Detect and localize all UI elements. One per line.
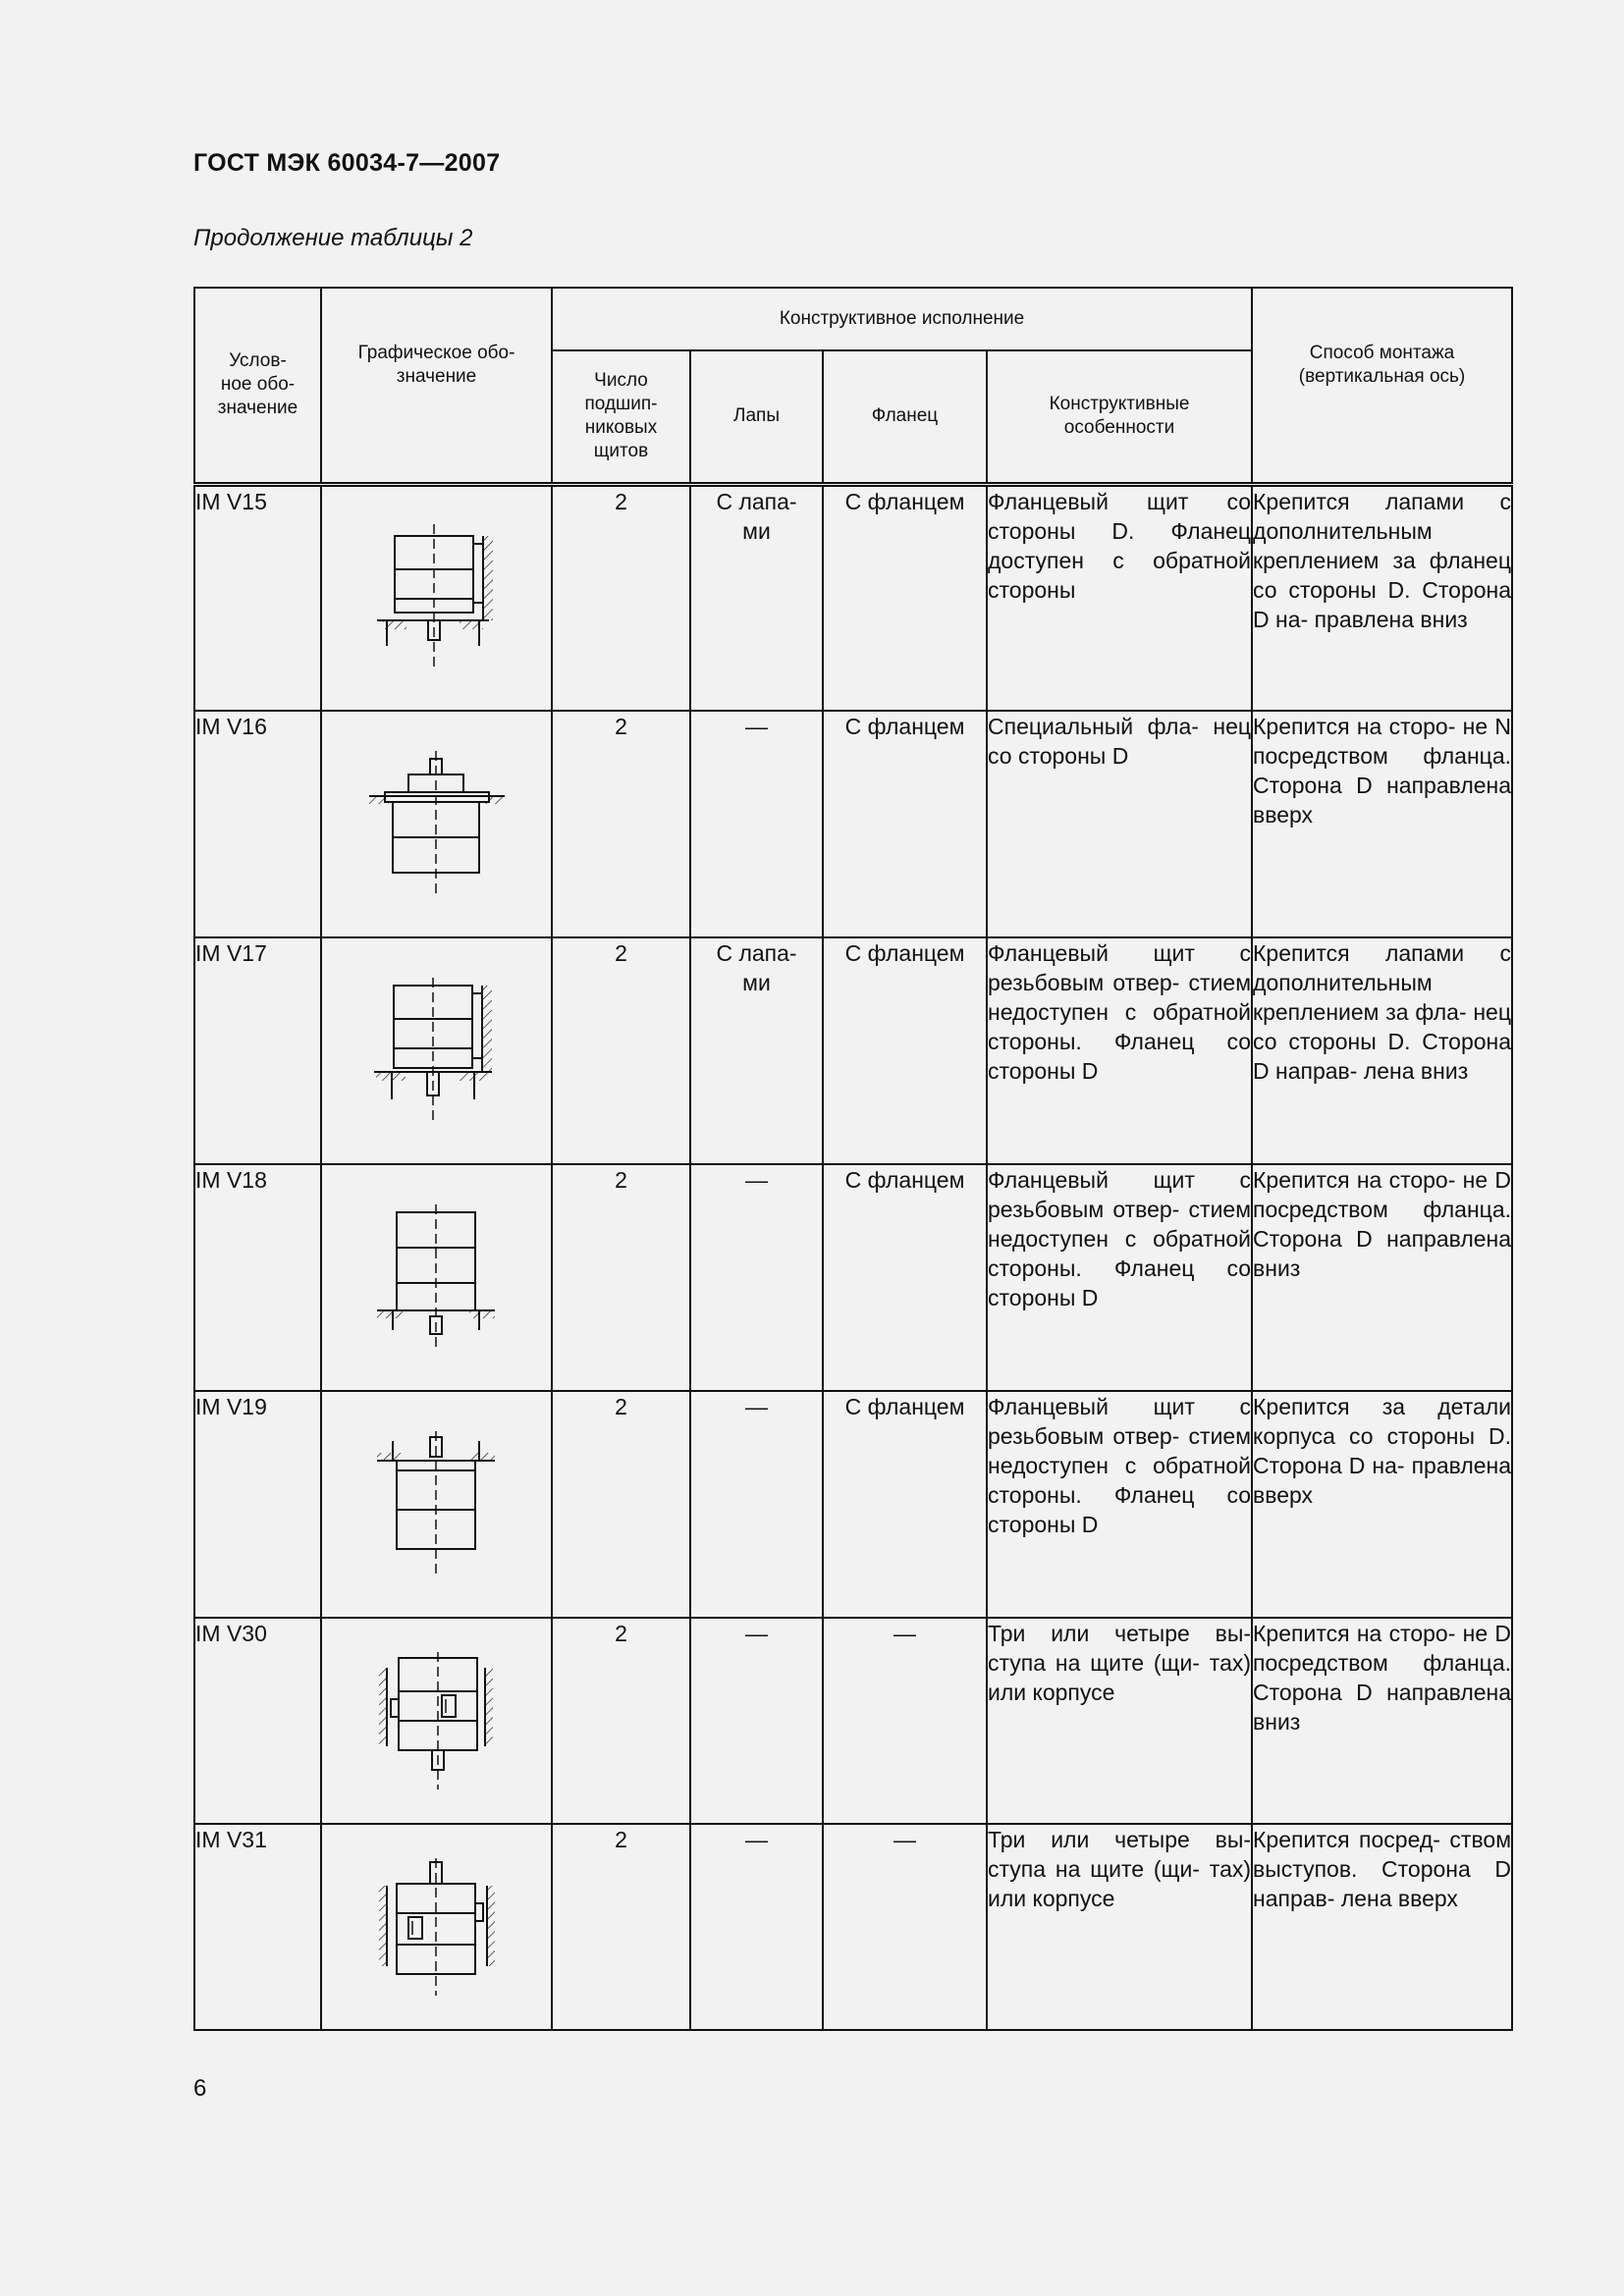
header-mounting: Способ монтажа (вертикальная ось)	[1252, 288, 1512, 484]
row-flange: С фланцем	[823, 1391, 987, 1618]
motor-diagram-icon	[368, 978, 506, 1125]
header-code: Услов- ное обо- значение	[194, 288, 321, 484]
row-feet: —	[690, 711, 823, 937]
row-flange: С фланцем	[823, 1164, 987, 1391]
table-caption: Продолжение таблицы 2	[193, 225, 473, 251]
table-row	[194, 1164, 1512, 1391]
motor-diagram-icon	[373, 524, 501, 671]
row-bearings: 2	[552, 1824, 690, 2030]
motor-diagram-icon	[373, 1858, 501, 1996]
row-graphic	[321, 1164, 552, 1391]
row-graphic	[321, 1618, 552, 1824]
motor-diagram-icon	[373, 1204, 501, 1352]
table-row	[194, 1391, 1512, 1618]
row-bearings: 2	[552, 1391, 690, 1618]
table-row	[194, 484, 1512, 711]
motor-diagram-icon	[363, 751, 511, 898]
header-bearings: Число подшип- никовых щитов	[552, 350, 690, 484]
table-row	[194, 711, 1512, 937]
row-features: Три или четыре вы- ступа на щите (щи- тах) или корпусе	[987, 1824, 1252, 2030]
row-code: IM V19	[194, 1391, 321, 1618]
row-bearings: 2	[552, 1618, 690, 1824]
page-number: 6	[193, 2075, 207, 2102]
row-code: IM V17	[194, 937, 321, 1164]
header-flange: Фланец	[823, 350, 987, 484]
row-mounting: Крепится на сторо- не D посредством фланца. Сторона D направлена вниз	[1252, 1164, 1512, 1391]
row-bearings: 2	[552, 937, 690, 1164]
row-code: IM V15	[194, 484, 321, 711]
row-feet: С лапа- ми	[690, 937, 823, 1164]
mounting-types-table	[193, 287, 1513, 2031]
row-code: IM V31	[194, 1824, 321, 2030]
row-mounting: Крепится лапами с дополнительным креплением за фланец со стороны D. Сторона D на- правлена вниз	[1252, 484, 1512, 711]
row-flange: С фланцем	[823, 937, 987, 1164]
row-flange: С фланцем	[823, 711, 987, 937]
row-graphic	[321, 484, 552, 711]
header-feet: Лапы	[690, 350, 823, 484]
table-row	[194, 1618, 1512, 1824]
header-graphic: Графическое обо- значение	[321, 288, 552, 484]
row-graphic	[321, 937, 552, 1164]
row-feet: —	[690, 1164, 823, 1391]
row-graphic	[321, 1824, 552, 2030]
document-title: ГОСТ МЭК 60034-7—2007	[193, 149, 501, 177]
row-bearings: 2	[552, 1164, 690, 1391]
row-feet: —	[690, 1391, 823, 1618]
row-flange: —	[823, 1824, 987, 2030]
row-features: Фланцевый щит с резьбовым отвер- стием недоступен с обратной стороны. Фланец со стороны D	[987, 937, 1252, 1164]
row-code: IM V30	[194, 1618, 321, 1824]
row-features: Фланцевый щит со стороны D. Фланец доступен с обратной стороны	[987, 484, 1252, 711]
row-features: Три или четыре вы- ступа на щите (щи- тах) или корпусе	[987, 1618, 1252, 1824]
table-row	[194, 937, 1512, 1164]
row-mounting: Крепится посред- ством выступов. Сторона D направ- лена вверх	[1252, 1824, 1512, 2030]
row-feet: —	[690, 1618, 823, 1824]
row-features: Фланцевый щит с резьбовым отвер- стием недоступен с обратной стороны. Фланец со стороны D	[987, 1164, 1252, 1391]
row-feet: С лапа- ми	[690, 484, 823, 711]
row-code: IM V18	[194, 1164, 321, 1391]
row-mounting: Крепится на сторо- не N посредством фланца. Сторона D направлена вверх	[1252, 711, 1512, 937]
row-features: Фланцевый щит с резьбовым отвер- стием недоступен с обратной стороны. Фланец со стороны D	[987, 1391, 1252, 1618]
row-mounting: Крепится за детали корпуса со стороны D. Сторона D на- правлена вверх	[1252, 1391, 1512, 1618]
row-bearings: 2	[552, 484, 690, 711]
motor-diagram-icon	[373, 1652, 501, 1789]
header-features: Конструктивные особенности	[987, 350, 1252, 484]
row-feet: —	[690, 1824, 823, 2030]
row-graphic	[321, 711, 552, 937]
row-features: Специальный фла- нец со стороны D	[987, 711, 1252, 937]
row-graphic	[321, 1391, 552, 1618]
row-flange: С фланцем	[823, 484, 987, 711]
row-code: IM V16	[194, 711, 321, 937]
motor-diagram-icon	[373, 1431, 501, 1578]
table-row	[194, 1824, 1512, 2030]
row-flange: —	[823, 1618, 987, 1824]
row-mounting: Крепится лапами с дополнительным креплением за фла- нец со стороны D. Сторона D направ- лена вниз	[1252, 937, 1512, 1164]
row-bearings: 2	[552, 711, 690, 937]
row-mounting: Крепится на сторо- не D посредством фланца. Сторона D направлена вниз	[1252, 1618, 1512, 1824]
header-design-group: Конструктивное исполнение	[552, 288, 1252, 350]
